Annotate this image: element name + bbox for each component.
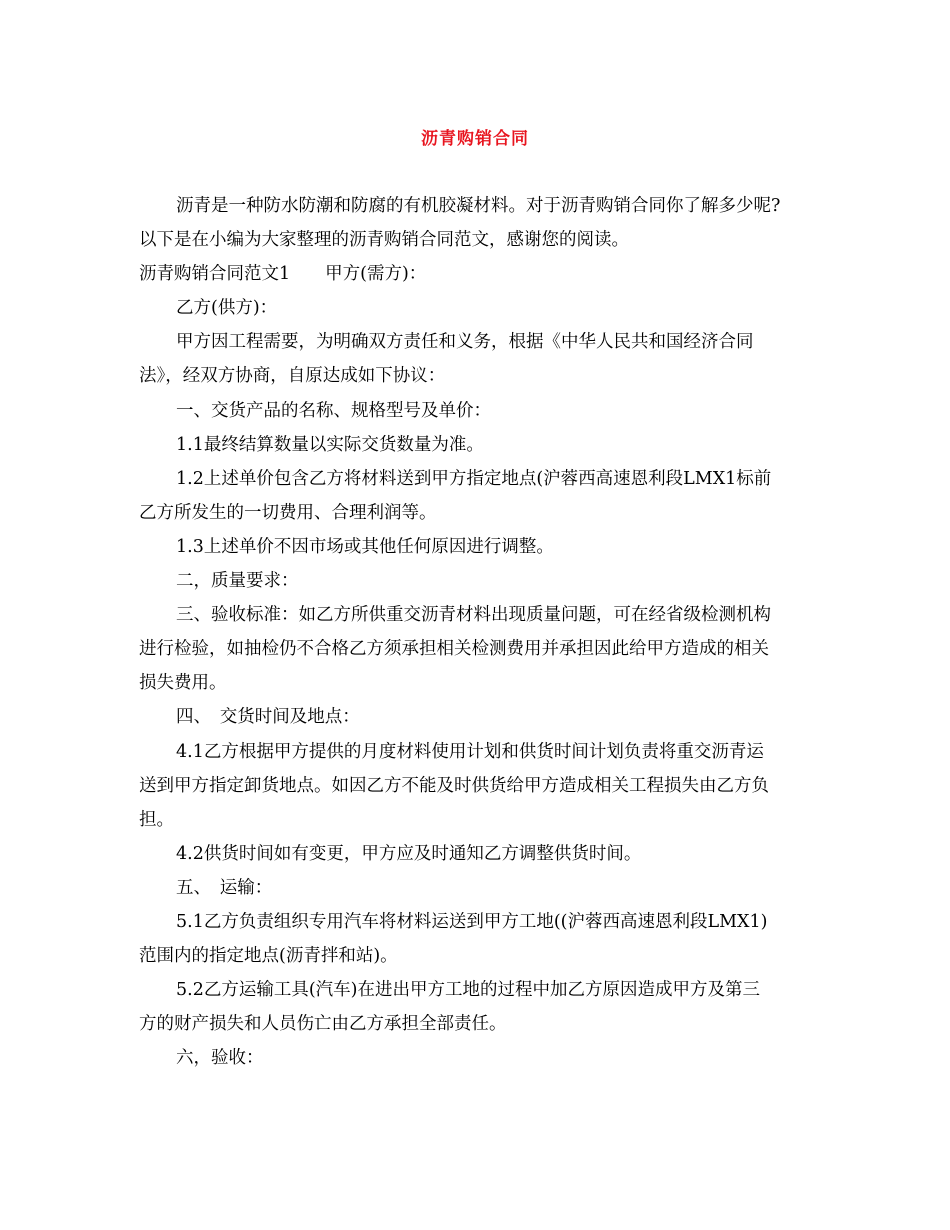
clause-line: 5.1乙方负责组织专用汽车将材料运送到甲方工地((沪蓉西高速恩利段LMX1) — [176, 911, 768, 932]
document-title: 沥青购销合同 — [421, 129, 529, 149]
clause-line: 送到甲方指定卸货地点。如因乙方不能及时供货给甲方造成相关工程损失由乙方负 — [139, 775, 769, 796]
paragraph-line: 以下是在小编为大家整理的沥青购销合同范文，感谢您的阅读。 — [139, 230, 629, 251]
paragraph-line: 乙方(供方)： — [176, 298, 278, 319]
clause-line: 1.3上述单价不因市场或其他任何原因进行调整。 — [176, 536, 554, 557]
section-heading: 三、验收标准：如乙方所供重交沥青材料出现质量问题，可在经省级检测机构 — [176, 605, 771, 626]
clause-line: 进行检验，如抽检仍不合格乙方须承担相关检测费用并承担因此给甲方造成的相关 — [139, 639, 769, 660]
paragraph-line: 法》，经双方协商，自原达成如下协议： — [139, 366, 446, 387]
clause-line: 担。 — [139, 809, 174, 830]
paragraph-line: 甲方因工程需要，为明确双方责任和义务，根据《中华人民共和国经济合同 — [176, 332, 754, 353]
clause-line: 范围内的指定地点(沥青拌和站)。 — [139, 946, 398, 967]
clause-line: 4.1乙方根据甲方提供的月度材料使用计划和供货时间计划负责将重交沥青运 — [176, 741, 764, 762]
clause-line: 1.2上述单价包含乙方将材料送到甲方指定地点(沪蓉西高速恩利段LMX1标前 — [176, 468, 772, 489]
clause-line: 1.1最终结算数量以实际交货数量为准。 — [176, 434, 484, 455]
section-heading: 六，验收： — [176, 1048, 264, 1069]
paragraph-line: 沥青购销合同范文1 甲方(需方)： — [139, 264, 427, 285]
clause-line: 损失费用。 — [139, 673, 227, 694]
paragraph-line: 沥青是一种防水防潮和防腐的有机胶凝材料。对于沥青购销合同你了解多少呢? — [176, 196, 781, 216]
section-heading: 五、 运输： — [176, 877, 273, 898]
section-heading: 四、 交货时间及地点： — [176, 707, 360, 728]
clause-line: 方的财产损失和人员伤亡由乙方承担全部责任。 — [139, 1014, 507, 1035]
document-body — [139, 189, 815, 1075]
section-heading: 一、交货产品的名称、规格型号及单价： — [176, 400, 491, 421]
section-heading: 二，质量要求： — [176, 571, 299, 592]
clause-line: 5.2乙方运输工具(汽车)在进出甲方工地的过程中加乙方原因造成甲方及第三 — [176, 980, 760, 1001]
clause-line: 4.2供货时间如有变更，甲方应及时通知乙方调整供货时间。 — [176, 843, 642, 864]
clause-line: 乙方所发生的一切费用、合理利润等。 — [139, 502, 437, 523]
